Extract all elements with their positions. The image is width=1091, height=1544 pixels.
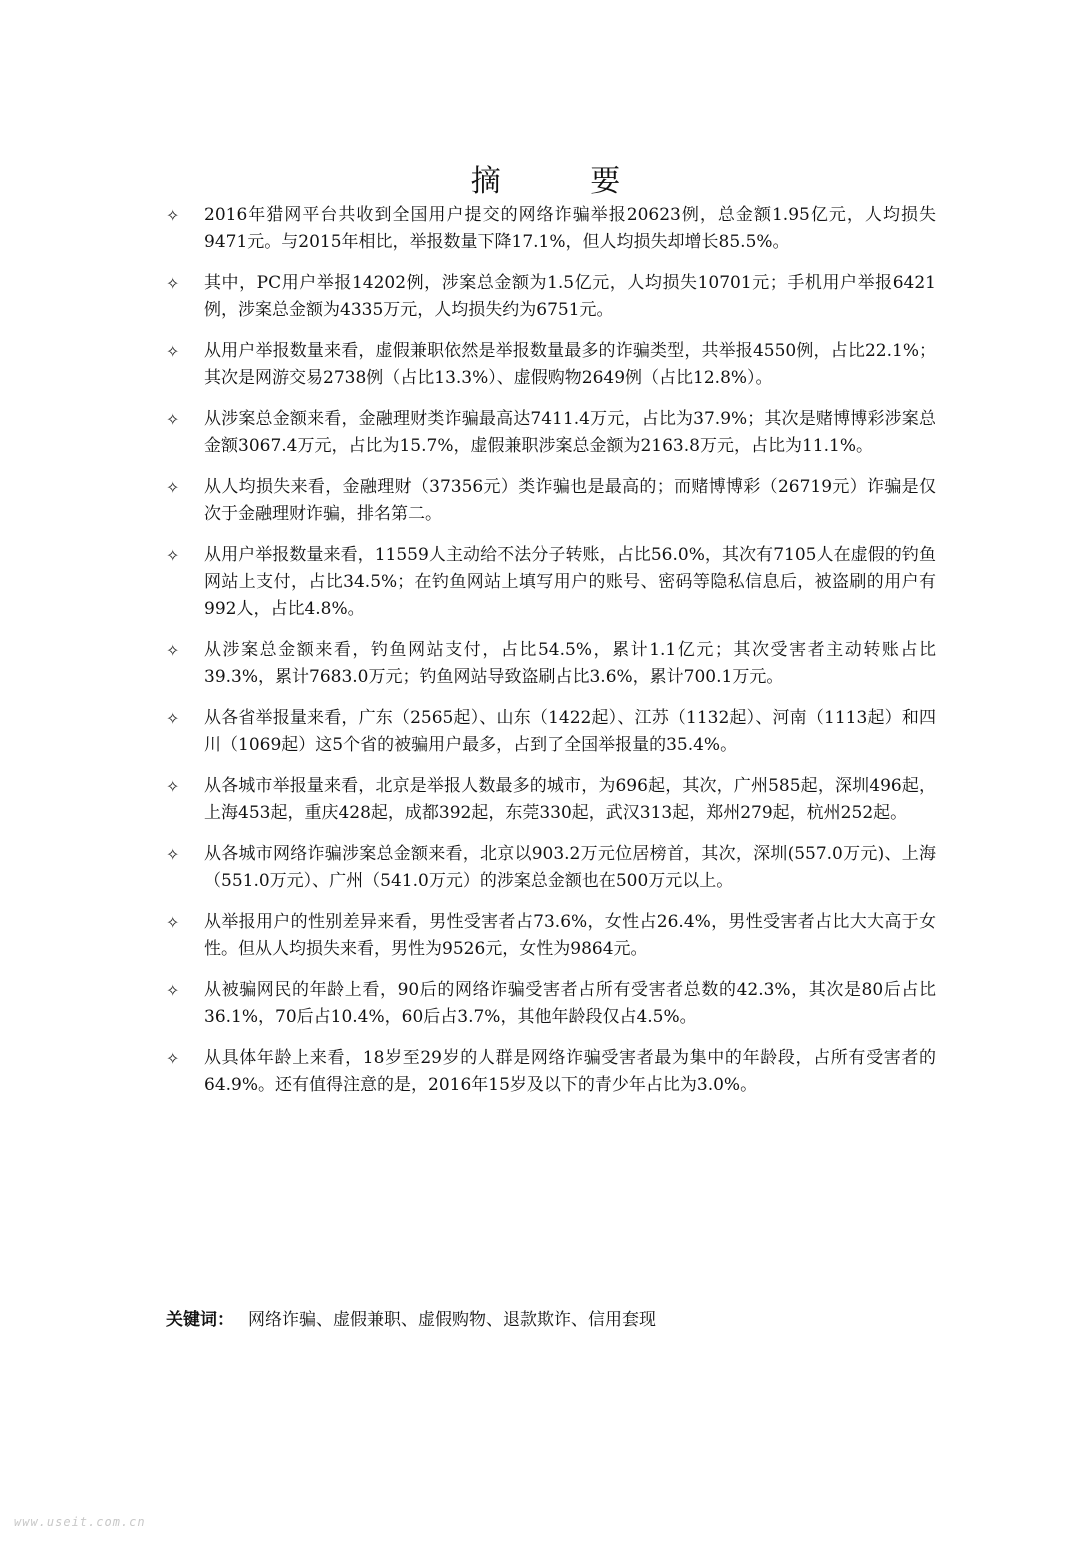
watermark: www.useit.com.cn [14, 1515, 146, 1529]
keywords-text: 网络诈骗、虚假兼职、虚假购物、退款欺诈、信用套现 [248, 1310, 656, 1330]
diamond-star-icon: ✧ [166, 206, 180, 225]
summary-list [166, 202, 936, 1113]
list-item [166, 270, 936, 324]
diamond-star-icon: ✧ [166, 709, 180, 728]
diamond-star-icon: ✧ [166, 1049, 180, 1068]
page-title: 摘 要 [470, 164, 661, 200]
list-item-text: 从具体年龄上来看，18岁至29岁的人群是网络诈骗受害者最为集中的年龄段，占所有受害者的64.9%。还有值得注意的是，2016年15岁及以下的青少年占比为3.0%。 [204, 1048, 936, 1095]
diamond-star-icon: ✧ [166, 274, 180, 293]
list-item-text: 从用户举报数量来看，虚假兼职依然是举报数量最多的诈骗类型，共举报4550例，占比22.1%；其次是网游交易2738例（占比13.3%）、虚假购物2649例（占比12.8%）。 [204, 341, 936, 388]
list-item [166, 773, 936, 827]
list-item-text: 从被骗网民的年龄上看，90后的网络诈骗受害者占所有受害者总数的42.3%，其次是80后占比36.1%，70后占10.4%，60后占3.7%，其他年龄段仅占4.5%。 [204, 980, 936, 1027]
keywords-label: 关键词： [166, 1310, 234, 1330]
list-item [166, 338, 936, 392]
list-item-text: 2016年猎网平台共收到全国用户提交的网络诈骗举报20623例，总金额1.95亿元，人均损失9471元。与2015年相比，举报数量下降17.1%，但人均损失却增长85.5%。 [204, 205, 936, 252]
list-item-text: 从各城市举报量来看，北京是举报人数最多的城市，为696起，其次，广州585起，深圳496起，上海453起，重庆428起，成都392起，东莞330起，武汉313起，郑州279起，杭州252起。 [204, 776, 936, 823]
diamond-star-icon: ✧ [166, 342, 180, 361]
list-item [166, 202, 936, 256]
list-item [166, 1045, 936, 1099]
list-item [166, 542, 936, 623]
list-item [166, 705, 936, 759]
list-item-text: 其中，PC用户举报14202例，涉案总金额为1.5亿元，人均损失10701元；手机用户举报6421例，涉案总金额为4335万元，人均损失约为6751元。 [204, 273, 936, 320]
diamond-star-icon: ✧ [166, 478, 180, 497]
diamond-star-icon: ✧ [166, 913, 180, 932]
list-item [166, 474, 936, 528]
list-item [166, 909, 936, 963]
diamond-star-icon: ✧ [166, 981, 180, 1000]
list-item [166, 841, 936, 895]
list-item-text: 从举报用户的性别差异来看，男性受害者占73.6%，女性占26.4%，男性受害者占比大大高于女性。但从人均损失来看，男性为9526元，女性为9864元。 [204, 912, 936, 959]
list-item-text: 从人均损失来看，金融理财（37356元）类诈骗也是最高的；而赌博博彩（26719元）诈骗是仅次于金融理财诈骗，排名第二。 [204, 477, 936, 524]
list-item-text: 从各省举报量来看，广东（2565起）、山东（1422起）、江苏（1132起）、河南（1113起）和四川（1069起）这5个省的被骗用户最多，占到了全国举报量的35.4%。 [204, 708, 936, 755]
diamond-star-icon: ✧ [166, 845, 180, 864]
diamond-star-icon: ✧ [166, 546, 180, 565]
list-item [166, 977, 936, 1031]
keywords-line [166, 1307, 936, 1333]
list-item-text: 从涉案总金额来看，钓鱼网站支付，占比54.5%，累计1.1亿元；其次受害者主动转账占比39.3%，累计7683.0万元；钓鱼网站导致盗刷占比3.6%，累计700.1万元。 [204, 640, 936, 687]
diamond-star-icon: ✧ [166, 410, 180, 429]
list-item-text: 从涉案总金额来看，金融理财类诈骗最高达7411.4万元，占比为37.9%；其次是赌博博彩涉案总金额3067.4万元，占比为15.7%，虚假兼职涉案总金额为2163.8万元，占比为11.1%。 [204, 409, 936, 456]
list-item-text: 从各城市网络诈骗涉案总金额来看，北京以903.2万元位居榜首，其次，深圳(557.0万元)、上海（551.0万元）、广州（541.0万元）的涉案总金额也在500万元以上。 [204, 844, 936, 891]
diamond-star-icon: ✧ [166, 777, 180, 796]
list-item [166, 637, 936, 691]
list-item [166, 406, 936, 460]
diamond-star-icon: ✧ [166, 641, 180, 660]
list-item-text: 从用户举报数量来看，11559人主动给不法分子转账，占比56.0%，其次有7105人在虚假的钓鱼网站上支付，占比34.5%；在钓鱼网站上填写用户的账号、密码等隐私信息后，被盗刷的用户有992人，占比4.8%。 [204, 545, 936, 619]
